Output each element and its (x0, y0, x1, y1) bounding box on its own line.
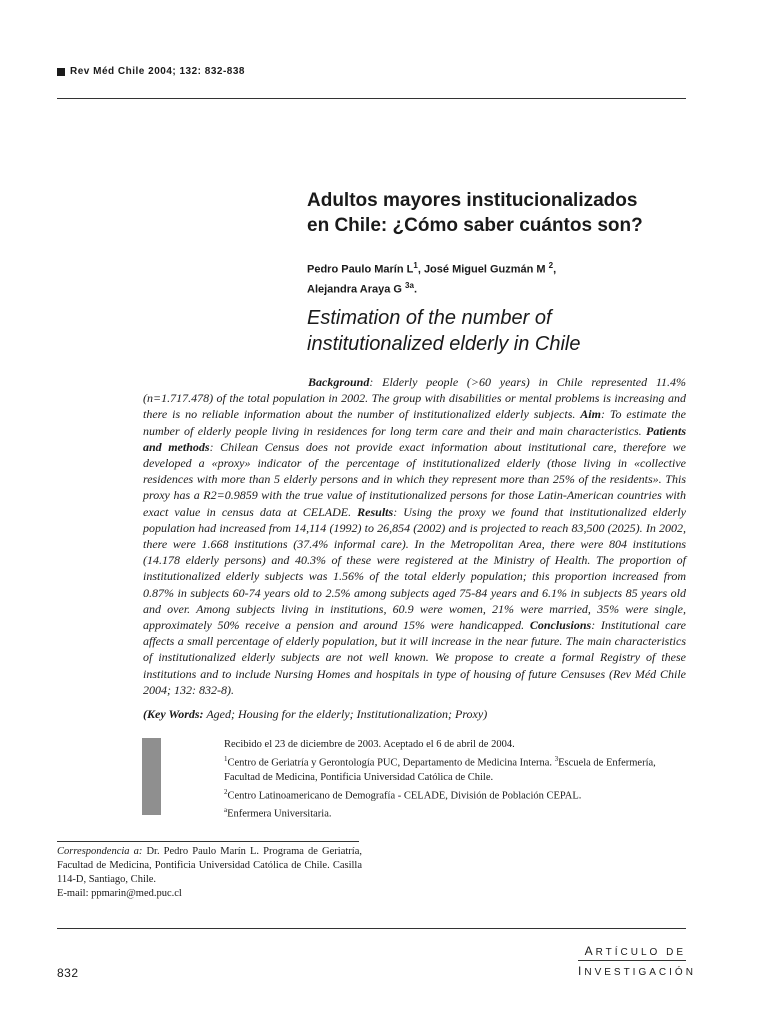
keywords-open: ( (143, 707, 147, 721)
abstract-methods-label: Patients and methods (143, 423, 686, 454)
affiliation-2 (224, 785, 694, 804)
received-affiliations (224, 738, 694, 822)
keywords-label: Key Words: (147, 707, 204, 721)
abstract-aim-label: Aim (580, 407, 601, 422)
aff3-sup: 3 (554, 755, 559, 763)
author-2: José Miguel Guzmán M (423, 263, 546, 276)
abstract-methods-text: : Chilean Census does not provide exact information about institutional care, therefore we developed a «proxy» indicator of the percentage of institutionalized elderly (those living in «collective residences with more than 5 elderly persons and in which they represent more than 25% of the residents». This proxy has a R2=0.9859 with the true value of institutionalized persons for those Latin-American countries with exact value in census data at CELADE. (143, 439, 686, 519)
article-type-rest-2: NVESTIGACIÓN (584, 967, 696, 978)
correspondence-rule (57, 841, 359, 842)
author-1-sup: 1 (413, 261, 418, 270)
author-separator: , (417, 263, 424, 276)
abstract-background-text: : Elderly people (>60 years) in Chile represented 11.4% (n=1.717.478) of the total population in 2002. The group with disabilities or mental problems is increasing and there is no reliable information about the number of institutionalized elderly subjects. (143, 375, 686, 422)
article-type-initial-2: I (578, 964, 585, 978)
author-3-sup: 3a (405, 280, 414, 290)
article-type-line2 (578, 964, 696, 978)
author-end: . (413, 283, 417, 296)
journal-reference-text: Rev Méd Chile 2004; 132: 832-838 (70, 66, 245, 77)
article-type-rest-1: RTÍCULO DE (595, 947, 686, 958)
aff1-sup: 1 (224, 755, 228, 763)
abstract-conclusions-label: Conclusions (529, 618, 592, 633)
journal-reference (57, 66, 245, 77)
english-title-line2: institutionalized elderly in Chile (307, 333, 581, 355)
correspondence-email: E-mail: ppmarin@med.puc.cl (57, 888, 182, 899)
aff1-text: Centro de Geriatría y Gerontología PUC, Departamento de Medicina Interna. (227, 757, 555, 769)
aff2-sup: 2 (224, 787, 228, 796)
keywords (143, 706, 686, 722)
header-rule (57, 98, 686, 99)
author-1: Pedro Paulo Marín L (307, 263, 414, 276)
page-number: 832 (57, 966, 79, 980)
received-dates: Recibido el 23 de diciembre de 2003. Aceptado el 6 de abril de 2004. (224, 739, 515, 750)
english-title (307, 305, 727, 357)
keywords-text: Aged; Housing for the elderly; Institutionalization; Proxy) (203, 707, 488, 721)
abstract-conclusions-text: : Institutional care affects a small percentage of elderly population, but it will increase in the near future. The main characteristics of institutionalized elderly subjects are not well known. We propose to create a formal Registry of these institutions and to include Nursing Homes and hospitals in type of housing of future Censuses (Rev Méd Chile 2004; 132: 832-8). (143, 618, 686, 697)
abstract (143, 374, 686, 698)
aff2-text: Centro Latinoamericano de Demografía - CELADE, División de Población CEPAL. (227, 790, 582, 801)
affa-text: Enfermera Universitaria. (227, 808, 332, 820)
correspondence-label: Correspondencia a: (57, 846, 143, 857)
article-type-initial-1: A (584, 944, 596, 958)
article-title (307, 188, 727, 238)
author-separator: , (553, 263, 557, 276)
square-bullet-icon (57, 68, 65, 76)
article-title-line1: Adultos mayores institucionalizados (307, 190, 638, 211)
correspondence (57, 845, 362, 901)
abstract-aim-text: : To estimate the number of elderly people living in residences for long term care and their and main characteristics. (143, 407, 686, 438)
author-3: Alejandra Araya G (307, 283, 402, 296)
abstract-results-text: : Using the proxy we found that institutionalized elderly population had increased from 14,114 (1992) to 26,854 (2002) and is projected to reach 83,500 (2025). In 2002, there were 1.668 institutions (37.4% informal care). In the Metropolitan Area, there were 804 institutions (14.178 elderly persons) and 40.3% of these were registered at the Ministry of Health. The proportion of institutionalized elderly subjects was 1.56% of the total elderly population; this proportion increased from 0.87% in subjects 60-74 years old to 2.5% among subjects aged 75-84 years and 6.1% in subjects 85 years old and over. Among subjects living in institutions, 60.9 were women, 21% were married, 35% were single, approximately 50% receive a pension and around 15% were handicapped. (143, 504, 686, 633)
author-2-sup: 2 (548, 261, 554, 270)
decorative-gray-bar (142, 738, 161, 815)
article-type-line1 (578, 944, 686, 958)
affiliation-a (224, 803, 694, 822)
abstract-background-label: Background (308, 375, 370, 389)
affa-sup: a (224, 806, 228, 814)
article-title-line2: en Chile: ¿Cómo saber cuántos son? (307, 215, 643, 236)
article-type-rule (578, 960, 686, 961)
abstract-results-label: Results (357, 504, 394, 519)
correspondence-text: Dr. Pedro Paulo Marín L. Programa de Geriatría, Facultad de Medicina, Pontificia Universidad Católica de Chile. Casilla 114-D, Santiago, Chile. (57, 846, 362, 885)
footer-rule (57, 928, 686, 929)
english-title-line1: Estimation of the number of (307, 307, 552, 329)
authors (307, 258, 727, 297)
affiliation-1-3 (224, 752, 694, 785)
aff3-text: Escuela de Enfermería, Facultad de Medicina, Pontificia Universidad Católica de Chile. (224, 757, 656, 783)
